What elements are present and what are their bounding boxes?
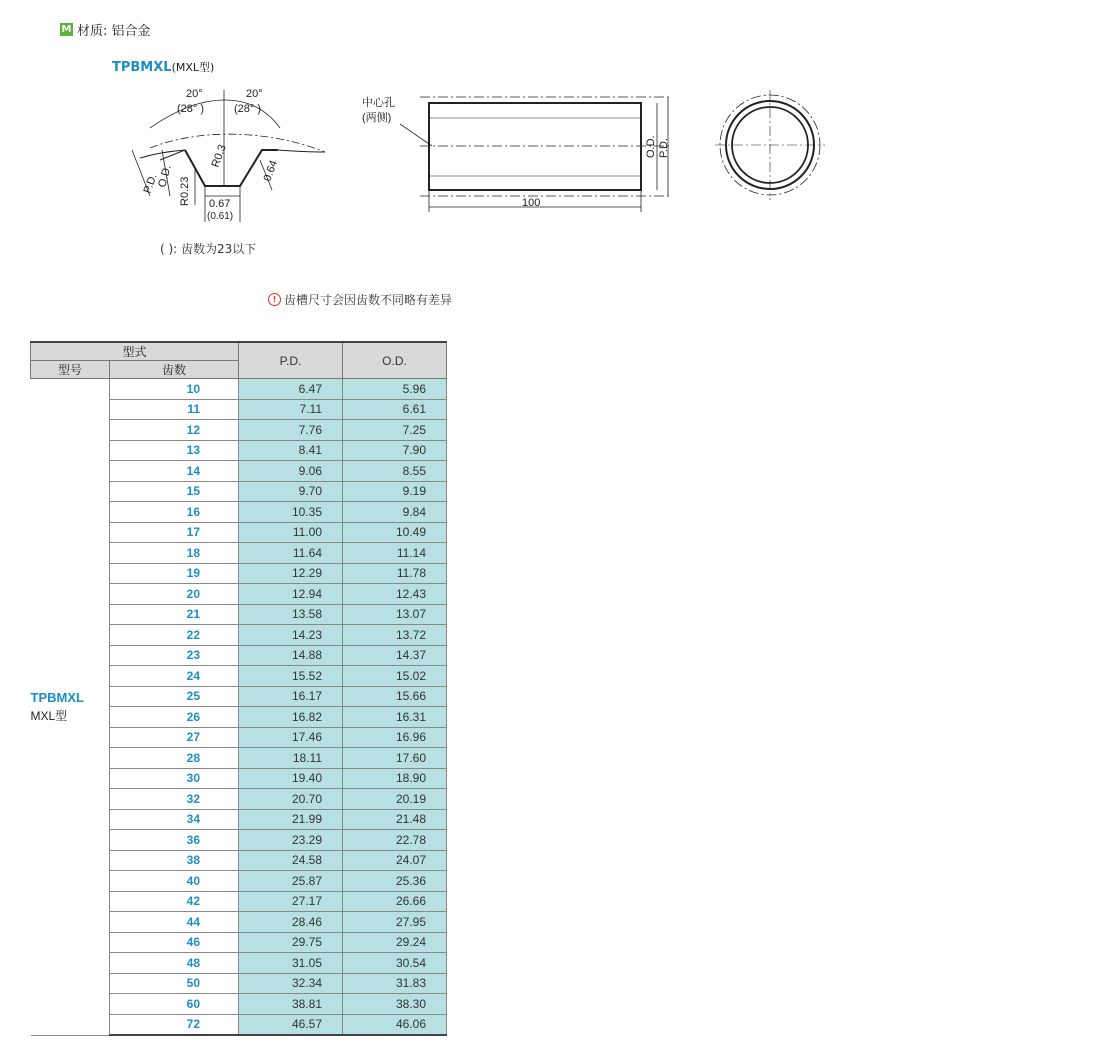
teeth-cell: 28	[110, 748, 239, 769]
teeth-cell: 26	[110, 707, 239, 728]
od-cell: 30.54	[343, 953, 447, 974]
od-cell: 6.61	[343, 399, 447, 420]
depth-label: 0.64	[261, 158, 281, 184]
table-row	[31, 379, 447, 400]
angle-right-alt-label: (28° )	[234, 103, 262, 115]
od-cell: 7.90	[343, 440, 447, 461]
spec-table-body	[31, 379, 447, 1036]
teeth-cell: 25	[110, 686, 239, 707]
type-sub: MXL型	[30, 708, 68, 723]
teeth-cell: 15	[110, 481, 239, 502]
teeth-cell: 14	[110, 461, 239, 482]
od-cell: 17.60	[343, 748, 447, 769]
angle-right-label: 20°	[246, 88, 263, 100]
od-cell: 14.37	[343, 645, 447, 666]
teeth-cell: 27	[110, 727, 239, 748]
header-pd: P.D.	[239, 342, 343, 379]
od-cell: 16.31	[343, 707, 447, 728]
od-cell: 10.49	[343, 522, 447, 543]
model-sub: (MXL型)	[171, 61, 215, 74]
od-cell: 38.30	[343, 994, 447, 1015]
od-cell: 21.48	[343, 809, 447, 830]
angle-left-alt-label: (28° )	[177, 103, 205, 115]
teeth-cell: 21	[110, 604, 239, 625]
teeth-cell: 46	[110, 932, 239, 953]
header-type: 型号	[31, 361, 110, 379]
pd-cell: 18.11	[239, 748, 343, 769]
od-cell: 15.02	[343, 666, 447, 687]
od-cell: 8.55	[343, 461, 447, 482]
side-pd-label: P.D.	[658, 138, 670, 158]
od-cell: 29.24	[343, 932, 447, 953]
od-cell: 5.96	[343, 379, 447, 400]
pd-cell: 31.05	[239, 953, 343, 974]
side-od-label: O.D.	[645, 135, 657, 158]
od-cell: 7.25	[343, 420, 447, 441]
teeth-cell: 13	[110, 440, 239, 461]
teeth-cell: 11	[110, 399, 239, 420]
pd-cell: 32.34	[239, 973, 343, 994]
technical-drawing	[0, 0, 860, 235]
pd-cell: 25.87	[239, 871, 343, 892]
model-code: TPBMXL	[112, 60, 172, 75]
header-teeth: 齿数	[110, 361, 239, 379]
radius-top-label: R0.3	[209, 143, 229, 170]
pd-cell: 27.17	[239, 891, 343, 912]
pd-cell: 46.57	[239, 1014, 343, 1035]
pd-cell: 16.82	[239, 707, 343, 728]
teeth-cell: 30	[110, 768, 239, 789]
teeth-cell: 50	[110, 973, 239, 994]
od-cell: 13.72	[343, 625, 447, 646]
pd-cell: 24.58	[239, 850, 343, 871]
warning-text: 齿槽尺寸会因齿数不同略有差异	[284, 293, 453, 307]
type-code: TPBMXL	[30, 689, 84, 705]
pd-cell: 14.88	[239, 645, 343, 666]
width-label: 0.67	[209, 198, 231, 210]
pd-cell: 6.47	[239, 379, 343, 400]
warning-icon: !	[268, 293, 281, 306]
teeth-cell: 44	[110, 912, 239, 933]
pd-cell: 29.75	[239, 932, 343, 953]
teeth-cell: 10	[110, 379, 239, 400]
od-cell: 13.07	[343, 604, 447, 625]
teeth-cell: 23	[110, 645, 239, 666]
length-label: 100	[522, 197, 541, 209]
od-cell: 18.90	[343, 768, 447, 789]
od-cell: 20.19	[343, 789, 447, 810]
teeth-cell: 32	[110, 789, 239, 810]
warning-note	[268, 291, 452, 308]
header-group: 型式	[31, 342, 239, 361]
pd-cell: 15.52	[239, 666, 343, 687]
pd-cell: 8.41	[239, 440, 343, 461]
width-alt-label: (0.61)	[207, 211, 234, 222]
pd-cell: 11.64	[239, 543, 343, 564]
od-cell: 12.43	[343, 584, 447, 605]
od-cell: 46.06	[343, 1014, 447, 1035]
pd-cell: 11.00	[239, 522, 343, 543]
type-cell	[31, 379, 110, 1036]
pd-cell: 7.11	[239, 399, 343, 420]
pd-cell: 14.23	[239, 625, 343, 646]
od-cell: 24.07	[343, 850, 447, 871]
teeth-cell: 40	[110, 871, 239, 892]
center-hole-label: 中心孔	[362, 97, 395, 109]
teeth-cell: 12	[110, 420, 239, 441]
pd-cell: 9.06	[239, 461, 343, 482]
pd-cell: 28.46	[239, 912, 343, 933]
pd-cell: 21.99	[239, 809, 343, 830]
od-cell: 15.66	[343, 686, 447, 707]
teeth-cell: 17	[110, 522, 239, 543]
pd-label: P.D.	[141, 172, 160, 196]
pd-cell: 7.76	[239, 420, 343, 441]
teeth-cell: 48	[110, 953, 239, 974]
teeth-cell: 42	[110, 891, 239, 912]
teeth-cell: 60	[110, 994, 239, 1015]
od-cell: 16.96	[343, 727, 447, 748]
od-cell: 11.14	[343, 543, 447, 564]
od-cell: 9.19	[343, 481, 447, 502]
material-badge-icon: M	[61, 24, 72, 35]
material-label: 材质: 铝合金	[77, 24, 151, 39]
pd-cell: 17.46	[239, 727, 343, 748]
pd-cell: 9.70	[239, 481, 343, 502]
teeth-note: ( ): 齿数为23以下	[160, 242, 257, 256]
teeth-cell: 36	[110, 830, 239, 851]
od-cell: 22.78	[343, 830, 447, 851]
od-cell: 9.84	[343, 502, 447, 523]
od-cell: 25.36	[343, 871, 447, 892]
teeth-cell: 24	[110, 666, 239, 687]
pd-cell: 16.17	[239, 686, 343, 707]
pd-cell: 13.58	[239, 604, 343, 625]
radius-bottom-label: R0.23	[179, 176, 191, 206]
center-hole-sub-label: (两侧)	[362, 112, 392, 124]
teeth-cell: 72	[110, 1014, 239, 1035]
pd-cell: 19.40	[239, 768, 343, 789]
pd-cell: 23.29	[239, 830, 343, 851]
side-view	[400, 97, 672, 212]
teeth-cell: 22	[110, 625, 239, 646]
teeth-cell: 34	[110, 809, 239, 830]
teeth-cell: 20	[110, 584, 239, 605]
teeth-cell: 16	[110, 502, 239, 523]
pd-cell: 12.94	[239, 584, 343, 605]
pd-cell: 38.81	[239, 994, 343, 1015]
od-cell: 27.95	[343, 912, 447, 933]
pd-cell: 12.29	[239, 563, 343, 584]
od-cell: 26.66	[343, 891, 447, 912]
od-cell: 31.83	[343, 973, 447, 994]
teeth-cell: 18	[110, 543, 239, 564]
teeth-cell: 19	[110, 563, 239, 584]
header-od: O.D.	[343, 342, 447, 379]
pd-cell: 20.70	[239, 789, 343, 810]
end-view	[715, 90, 825, 200]
pd-cell: 10.35	[239, 502, 343, 523]
od-cell: 11.78	[343, 563, 447, 584]
od-label: O.D.	[156, 163, 174, 189]
teeth-cell: 38	[110, 850, 239, 871]
spec-table	[30, 341, 447, 1036]
angle-left-label: 20°	[186, 88, 203, 100]
